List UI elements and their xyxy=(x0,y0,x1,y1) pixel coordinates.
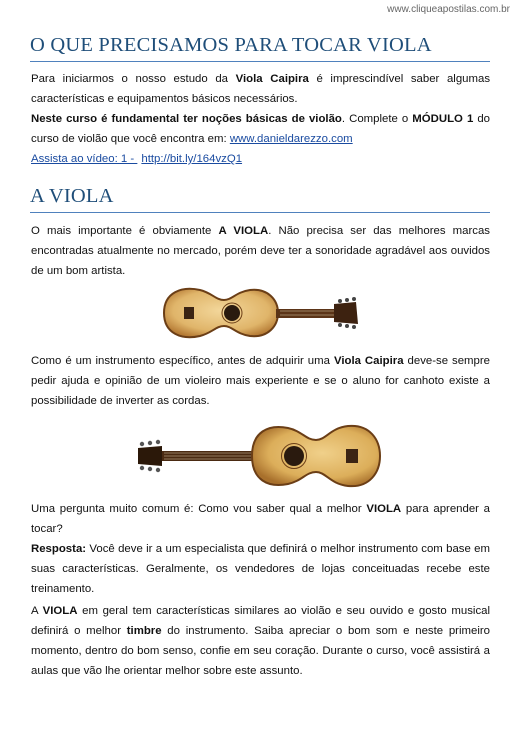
text: . Complete o xyxy=(341,113,413,125)
video-label: Assista ao vídeo: 1 - xyxy=(31,153,138,165)
bold-text: timbre xyxy=(126,625,162,637)
viola-photo-2 xyxy=(134,418,384,494)
viola-photo-1 xyxy=(160,282,360,344)
bold-text: A VIOLA xyxy=(218,225,269,237)
text: A xyxy=(31,605,43,617)
video-link[interactable]: http://bit.ly/164vzQ1 xyxy=(141,153,243,165)
text: O mais importante é obviamente xyxy=(31,225,219,237)
bold-text: Viola Caipira xyxy=(333,355,404,367)
text: para aprender a tocar? xyxy=(31,503,490,535)
bold-text: MÓDULO 1 xyxy=(412,113,474,125)
paragraph-viola-intro xyxy=(31,221,490,281)
text: Uma pergunta muito comum é: Como vou saber qual a melhor xyxy=(31,503,367,515)
text: Como é um instrumento específico, antes de adquirir uma xyxy=(31,355,334,367)
bold-text: VIOLA xyxy=(42,605,78,617)
paragraph-intro xyxy=(31,69,490,169)
bold-text: Resposta: xyxy=(31,543,87,555)
site-url[interactable]: www.cliqueapostilas.com.br xyxy=(387,4,510,15)
text: deve-se sempre pedir ajuda e opinião de um violeiro mais experiente e se o aluno for canhoto existe a possibilidade de inverter as cordas. xyxy=(31,355,490,407)
paragraph-timbre xyxy=(31,601,490,681)
site-link[interactable]: www.danieldarezzo.com xyxy=(229,133,353,145)
text: em geral tem características similares ao violão e seu ouvido e gosto musical definirá o melhor xyxy=(31,605,491,637)
text: Você deve ir a um especialista que definirá o melhor instrumento com base em suas características. Geralmente, os vendedores de lojas conceituadas recebe este treinamento. xyxy=(31,543,490,595)
paragraph-viola-choice xyxy=(31,351,490,411)
bold-text: VIOLA xyxy=(366,503,402,515)
bold-text: Viola Caipira xyxy=(235,73,309,85)
section-title-requirements: O QUE PRECISAMOS PARA TOCAR VIOLA xyxy=(30,32,490,62)
paragraph-question xyxy=(31,499,490,599)
section-title-viola: A VIOLA xyxy=(30,183,490,213)
text: . Não precisa ser das melhores marcas encontradas atualmente no mercado, porém deve ter a sonoridade agradável aos ouvidos de um bom artista. xyxy=(31,225,490,277)
text: do instrumento. Saiba apreciar o bom som e neste primeiro momento, dentro do bom senso, confie em seu coração. Durante o curso, você assistirá a aulas que vão lhe orientar melhor sobre este assunto. xyxy=(31,625,490,677)
text: do curso de violão que você encontra em: xyxy=(31,113,490,145)
text: é imprescindível saber algumas características e equipamentos básicos necessários. xyxy=(31,73,491,105)
text: Para iniciarmos o nosso estudo da xyxy=(31,73,236,85)
bold-text: Neste curso é fundamental ter noções básicas de violão xyxy=(31,113,342,125)
